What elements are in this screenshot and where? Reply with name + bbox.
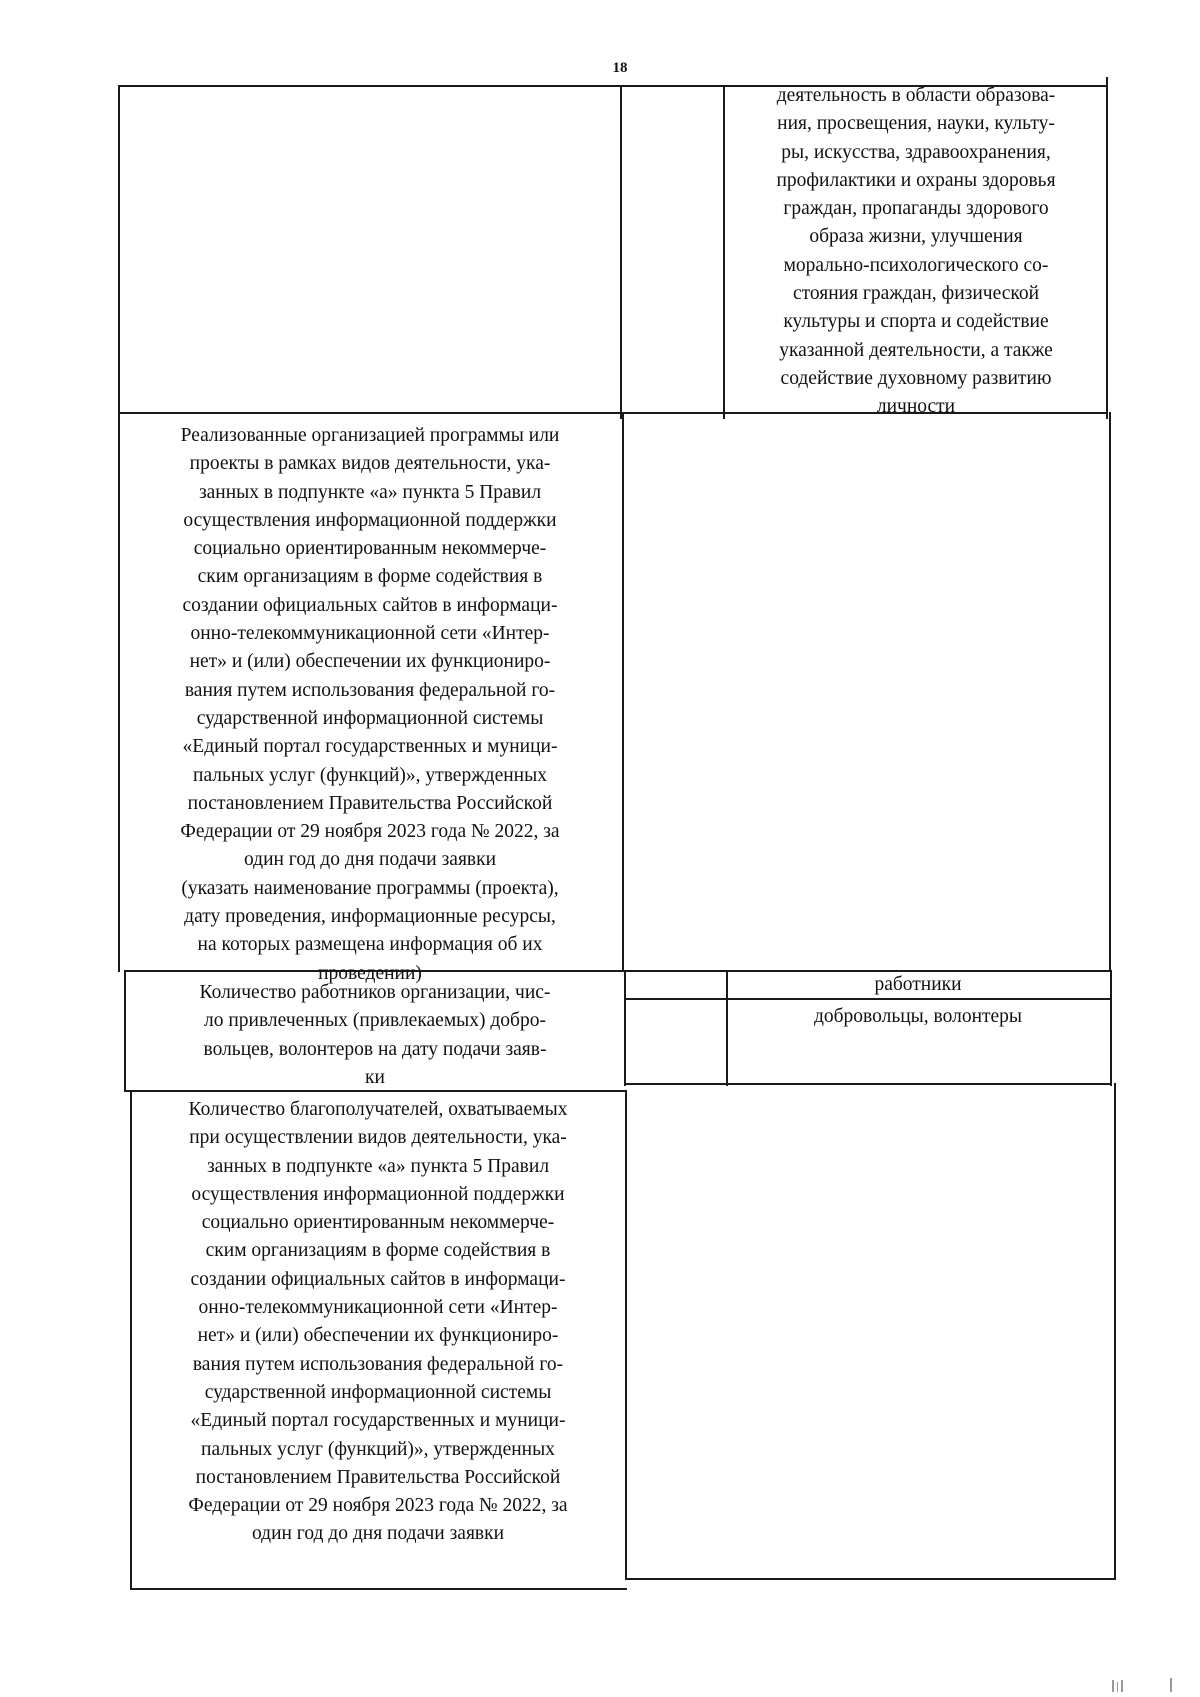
page-number: 18 <box>612 60 628 76</box>
row4-right-border <box>1114 1083 1116 1580</box>
text-line: ским организациям в форме содействия в <box>197 566 543 588</box>
text-line: один год до дня подачи заявки <box>243 849 497 871</box>
scan-mark <box>1112 1680 1114 1692</box>
text-line: «Единый портал государственных и муници- <box>182 736 558 758</box>
row4-bottom-border <box>130 1588 627 1590</box>
text-line: один год до дня подачи заявки <box>251 1523 505 1545</box>
row3-divider-a <box>624 970 626 1086</box>
text-line: онно-телекоммуникационной сети «Интер- <box>198 1297 558 1319</box>
text-line: «Единый портал государственных и муници- <box>190 1410 566 1432</box>
text-line: сударственной информационной системы <box>196 707 544 729</box>
row3-inner-divider <box>624 998 1112 1000</box>
text-line: личности <box>876 396 956 418</box>
text-line: ры, искусства, здравоохранения, <box>781 141 1051 163</box>
text-line: Количество работников организации, чис- <box>199 982 551 1003</box>
text-line: постановлением Правительства Российской <box>195 1466 561 1488</box>
text-line: Реализованные организацией программы или <box>180 425 560 446</box>
text-line: вания путем использования федеральной го- <box>192 1353 564 1375</box>
text-line: занных в подпункте «а» пункта 5 Правил <box>198 481 542 503</box>
text-line: деятельность в области образова- <box>776 85 1056 106</box>
text-line: профилактики и охраны здоровья <box>776 169 1056 191</box>
text-line: указанной деятельности, а также <box>779 339 1053 361</box>
text-line: ния, просвещения, науки, культу- <box>777 113 1055 135</box>
text-line: нет» и (или) обеспечении их функциониро- <box>189 651 551 673</box>
text-line: (указать наименование программы (проекта), <box>181 877 559 899</box>
text-line: социально ориентированным некоммерче- <box>193 538 547 560</box>
row2-programs-label <box>120 422 620 988</box>
text-line: постановлением Правительства Российской <box>187 792 553 814</box>
text-line: морально-психологического со- <box>783 254 1049 276</box>
text-line: нет» и (или) обеспечении их функциониро- <box>197 1325 559 1347</box>
text-line: на которых размещена информация об их <box>197 934 543 956</box>
row2-right-border <box>1109 412 1111 972</box>
text-line: дату проведения, информационные ресурсы, <box>184 906 556 928</box>
row3-right-border <box>1110 970 1112 1086</box>
row1-right-border <box>1106 77 1108 419</box>
row1-divider-b <box>723 85 725 419</box>
text-line: социально ориентированным некоммерче- <box>201 1212 555 1234</box>
row4-beneficiaries-label <box>132 1096 624 1549</box>
text-line: вания путем использования федеральной го- <box>184 679 556 701</box>
text-line: ки <box>365 1066 385 1088</box>
text-line: онно-телекоммуникационной сети «Интер- <box>190 623 550 645</box>
row4-divider <box>625 1090 627 1580</box>
text-line: пальных услуг (функций)», утвержденных <box>193 764 547 786</box>
text-line: ло привлеченных (привлекаемых) добро- <box>204 1010 546 1032</box>
text-line: сударственной информационной системы <box>204 1381 552 1403</box>
text-line: создании официальных сайтов в информаци- <box>182 594 558 616</box>
scan-mark <box>1121 1680 1123 1692</box>
text-line: содействие духовному развитию <box>780 367 1052 389</box>
text-line: Федерации от 29 ноября 2023 года № 2022, за <box>188 1495 568 1517</box>
workers-label: работники <box>874 974 962 995</box>
row3-bottom-border-right <box>624 1083 1112 1085</box>
text-line: культуры и спорта и содействие <box>783 311 1049 333</box>
scan-mark <box>1170 1678 1172 1692</box>
text-line: граждан, пропаганды здорового <box>783 198 1049 220</box>
text-line: проекты в рамках видов деятельности, ука- <box>189 453 551 475</box>
row1-activity-text <box>728 82 1104 422</box>
volunteers-label: добровольцы, волонтеры <box>813 1006 1023 1027</box>
text-line: занных в подпункте «а» пункта 5 Правил <box>206 1155 550 1177</box>
text-line: при осуществлении видов деятельности, ука- <box>189 1127 567 1149</box>
text-line: стояния граждан, физической <box>792 283 1040 305</box>
text-line: осуществления информационной поддержки <box>183 509 557 531</box>
text-line: ским организациям в форме содействия в <box>205 1240 551 1262</box>
row4-inner-bottom-border <box>625 1578 1116 1580</box>
text-line: проведении) <box>318 962 422 984</box>
row1-left-border <box>118 85 120 419</box>
text-line: вольцев, волонтеров на дату подачи заяв- <box>203 1038 547 1060</box>
text-line: пальных услуг (функций)», утвержденных <box>201 1438 555 1460</box>
text-line: создании официальных сайтов в информаци- <box>190 1268 566 1290</box>
row1-divider-a <box>620 85 622 419</box>
row2-divider <box>622 412 624 972</box>
text-line: образа жизни, улучшения <box>809 226 1023 248</box>
text-line: осуществления информационной поддержки <box>191 1183 565 1205</box>
text-line: Количество благополучателей, охватываемых <box>188 1099 568 1120</box>
scan-mark <box>1117 1682 1118 1692</box>
text-line: Федерации от 29 ноября 2023 года № 2022, за <box>180 821 560 843</box>
row3-staff-label <box>126 979 624 1092</box>
